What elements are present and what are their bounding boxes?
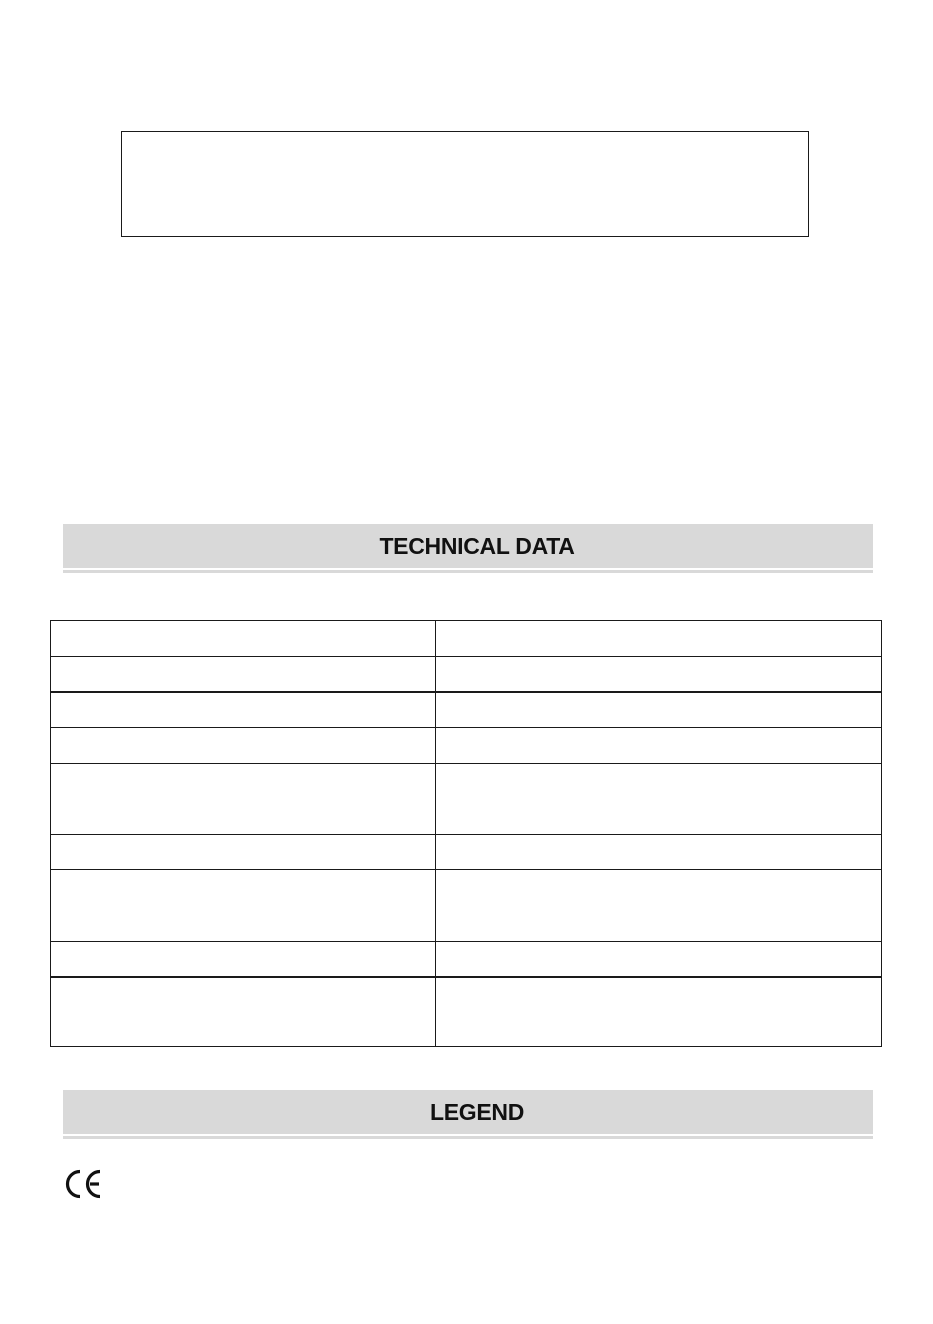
table-row bbox=[51, 942, 882, 977]
technical-data-divider bbox=[63, 570, 873, 573]
table-row bbox=[51, 870, 882, 942]
table-row bbox=[51, 835, 882, 870]
legend-title: LEGEND bbox=[429, 1098, 525, 1125]
table-cell-value bbox=[436, 835, 882, 870]
table-cell-label bbox=[51, 692, 436, 728]
table-cell-value bbox=[436, 692, 882, 728]
table-row bbox=[51, 692, 882, 728]
table-row bbox=[51, 728, 882, 764]
table-cell-value bbox=[436, 942, 882, 977]
table-cell-label bbox=[51, 870, 436, 942]
table-cell-label bbox=[51, 728, 436, 764]
technical-data-title: TECHNICAL DATA bbox=[379, 532, 575, 559]
table-cell-value bbox=[436, 870, 882, 942]
table-cell-label bbox=[51, 835, 436, 870]
table-cell-label bbox=[51, 657, 436, 692]
table-cell-value bbox=[436, 621, 882, 657]
table-row bbox=[51, 657, 882, 692]
table-cell-label bbox=[51, 764, 436, 835]
legend-header bbox=[63, 1090, 873, 1134]
technical-data-table bbox=[50, 620, 882, 1047]
table-cell-value bbox=[436, 657, 882, 692]
table-row bbox=[51, 621, 882, 657]
table-cell-value bbox=[436, 728, 882, 764]
table-cell-label bbox=[51, 621, 436, 657]
table-cell-value bbox=[436, 977, 882, 1047]
table-cell-label bbox=[51, 977, 436, 1047]
table-row bbox=[51, 977, 882, 1047]
ce-mark-icon bbox=[63, 1168, 103, 1200]
table-cell-label bbox=[51, 942, 436, 977]
technical-data-header bbox=[63, 524, 873, 568]
legend-divider bbox=[63, 1136, 873, 1139]
table-cell-value bbox=[436, 764, 882, 835]
table-row bbox=[51, 764, 882, 835]
notice-box bbox=[121, 131, 809, 237]
